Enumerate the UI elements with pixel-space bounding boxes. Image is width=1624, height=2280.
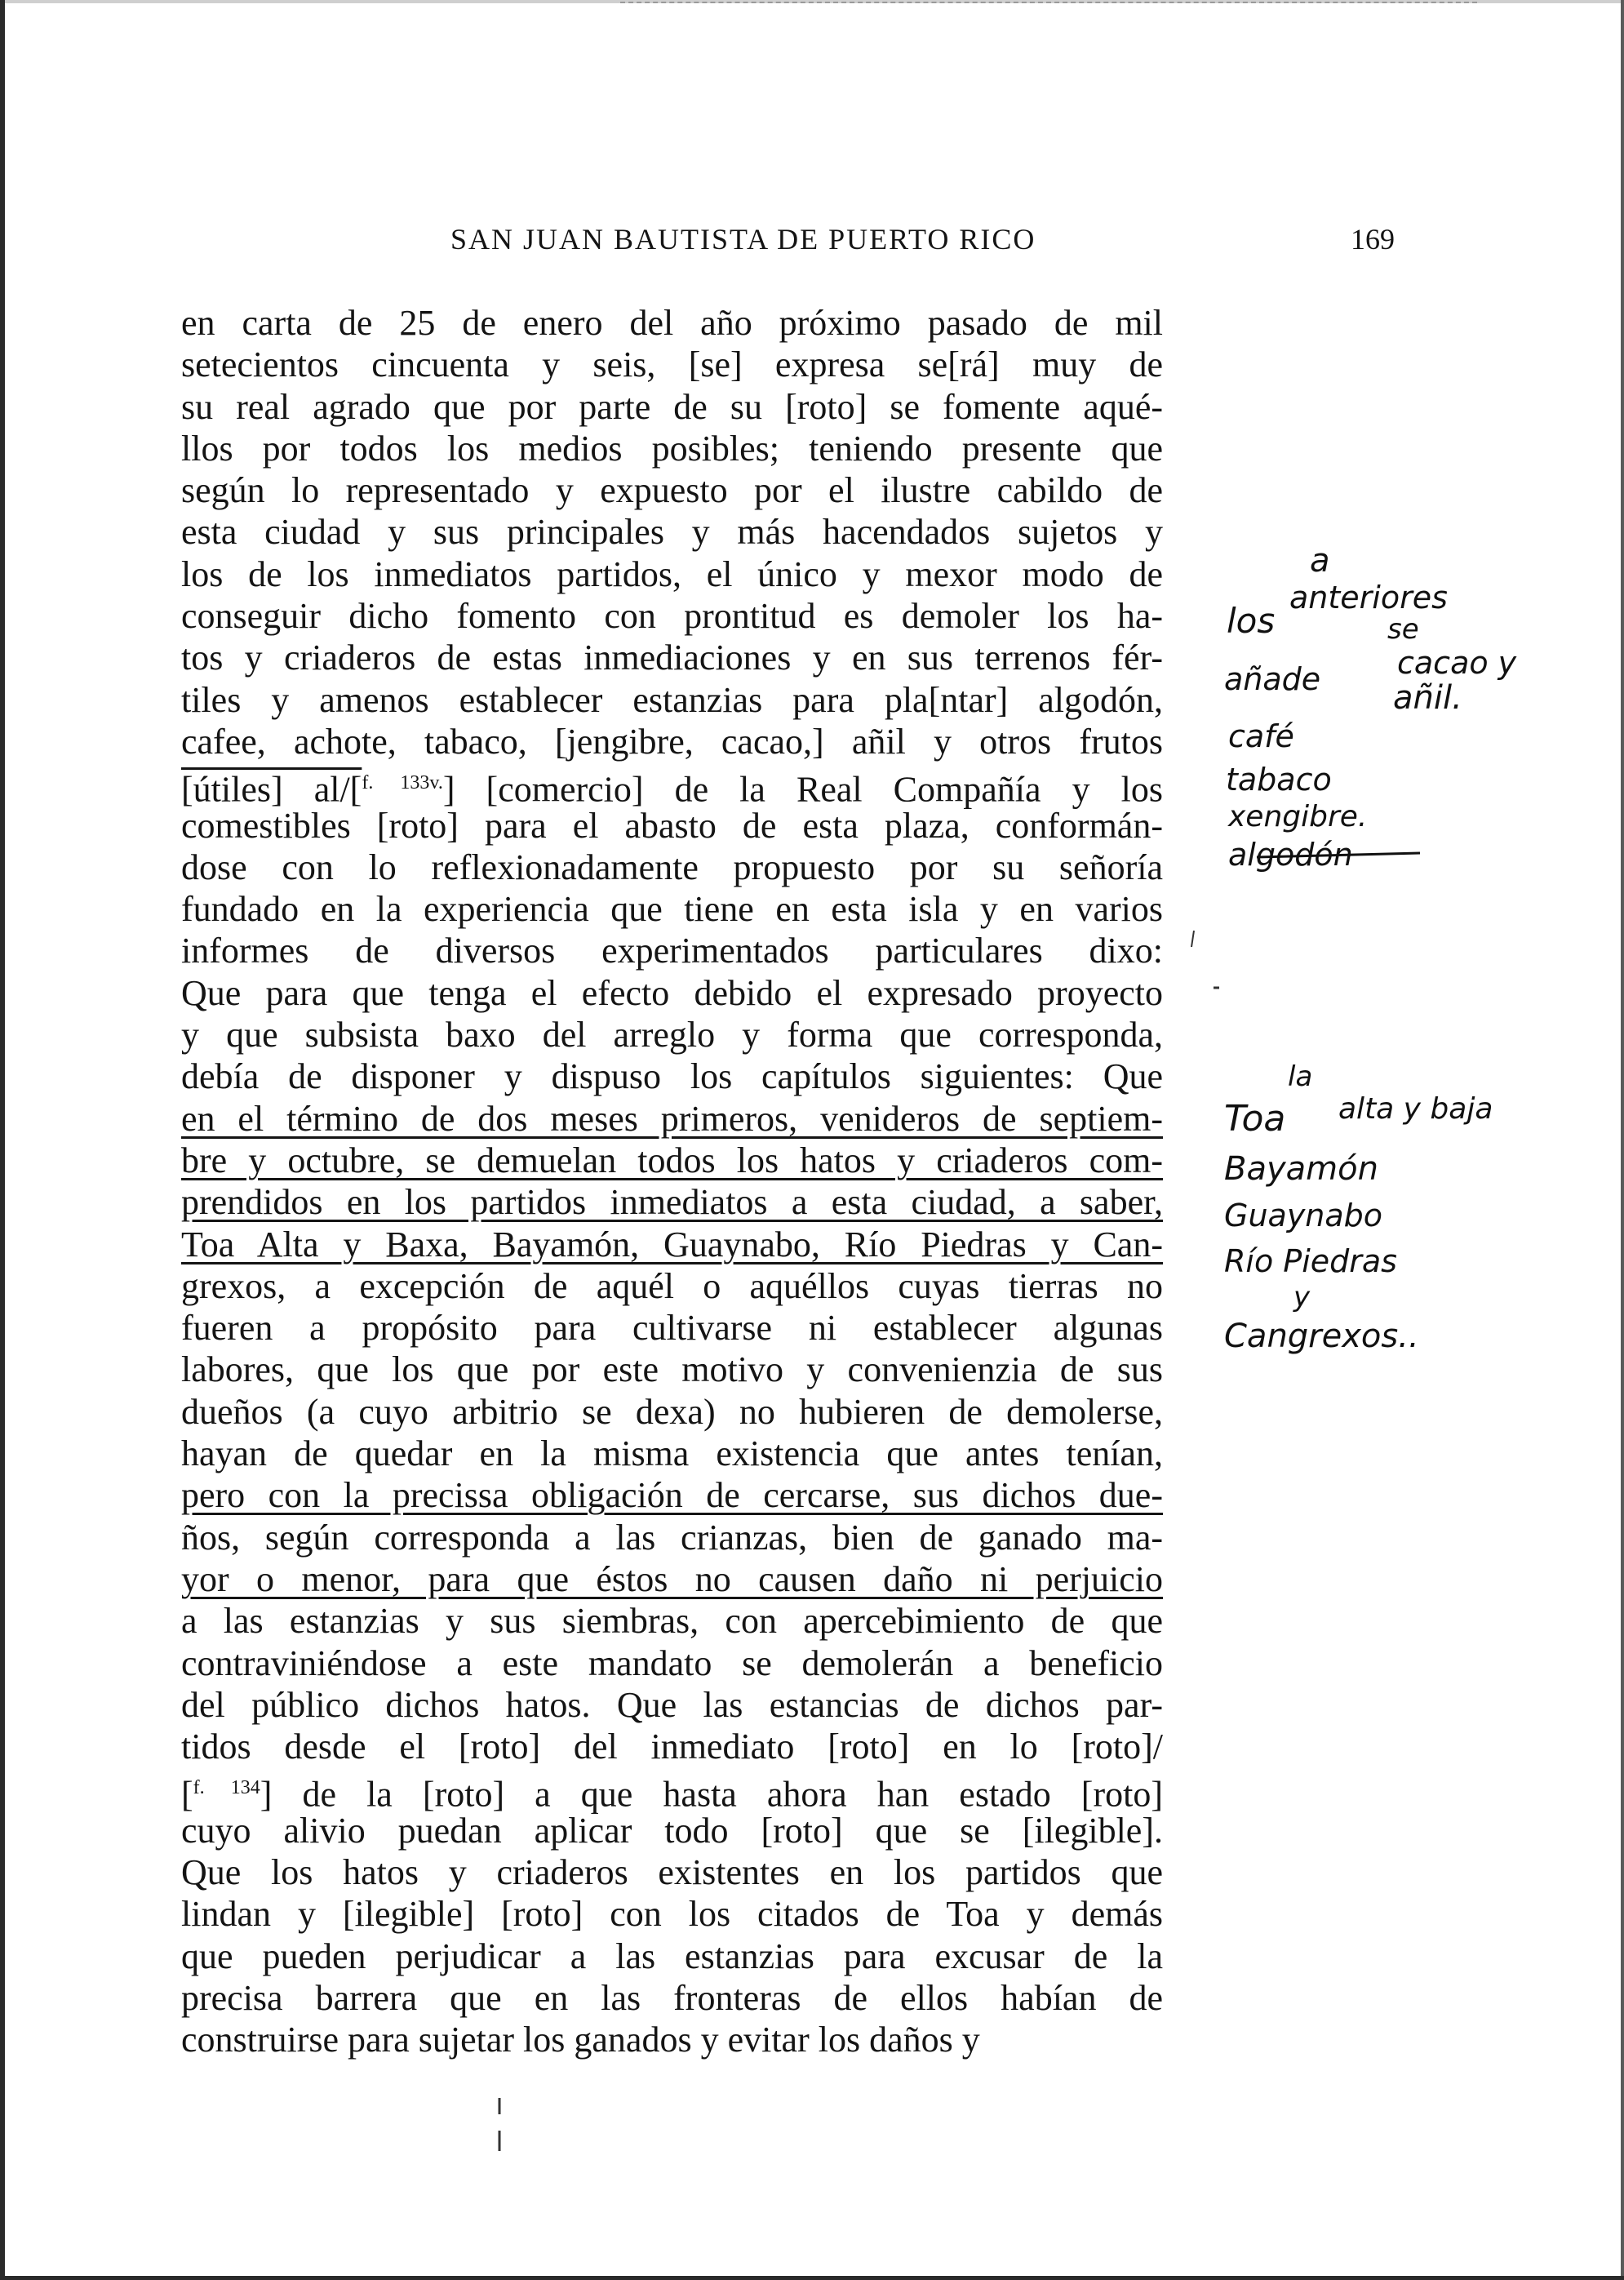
text-line: en carta de 25 de enero del año próximo pasado de mil [181,303,1163,343]
text-line: Que para que tenga el efecto debido el expresado proyecto [181,972,1163,1013]
text-line-with-folio [181,1767,1163,1816]
scan-bottom-edge [0,2276,1624,2280]
handwritten-word: se [1387,613,1419,646]
handwritten-word: añade [1224,661,1321,697]
text-line: contraviniéndose a este mandato se demolerán a beneficio [181,1642,1163,1683]
text-line: según lo representado y expuesto por el ilustre cabildo de [181,470,1163,511]
text-line-underlined: prendidos en los partidos inmediatos a esta ciudad, a saber, [181,1182,1163,1223]
scan-top-artifact [620,2,1477,5]
text-line: lindan y [ilegible] [roto] con los citados de Toa y demás [181,1894,1163,1935]
text-line: labores, que los que por este motivo y convenienzia de sus [181,1349,1163,1390]
handwritten-word: a [1310,542,1330,580]
handwritten-word: algodón [1228,837,1353,873]
text-line: tidos desde el [roto] del inmediato [roto] en lo [roto]/ [181,1727,1163,1767]
handwritten-word: cacao y [1397,645,1517,681]
handwritten-word: Cangrexos.. [1224,1318,1419,1355]
text-line: grexos, a excepción de aquél o aquéllos cuyas tierras no [181,1265,1163,1306]
text-line: que pueden perjudicar a las estanzias para excusar de la [181,1936,1163,1976]
text-segment: [útiles] al/[ [181,769,362,810]
text-line-underlined: Toa Alta y Baxa, Bayamón, Guaynabo, Río Piedras y Can- [181,1224,1163,1264]
text-line-underlined: pero con la precissa obligación de cercarse, sus dichos due- [181,1475,1163,1516]
handwritten-word: y [1293,1281,1311,1313]
handwritten-word: tabaco [1226,762,1332,798]
text-line-with-folio [181,762,1164,810]
text-line: tiles y amenos establecer estanzias para pla[ntar] algodón, [181,679,1163,720]
text-line: setecientos cincuenta y seis, [se] expresa se[rá] muy de [181,344,1163,385]
text-segment: [ [181,1775,193,1816]
text-line: fueren a propósito para cultivarse ni establecer algunas [181,1308,1163,1349]
text-line: dose con lo reflexionadamente propuesto por su señoría [181,847,1163,887]
handwritten-word: anteriores [1289,580,1448,616]
text-line: dueños (a cuyo arbitrio se dexa) no hubieren de demolerse, [181,1391,1163,1432]
handwritten-word: Guaynabo [1224,1198,1383,1233]
handwritten-word: los [1227,601,1276,641]
handwritten-word: Bayamón [1224,1150,1378,1188]
page-number: 169 [1351,223,1395,256]
handwritten-word: añil. [1393,679,1462,717]
handwritten-word: xengibre. [1228,800,1368,833]
text-line: Que los hatos y criaderos existentes en los partidos que [181,1851,1163,1892]
text-line: precisa barrera que en las fronteras de ellos habían de [181,1977,1163,2018]
text-line: del público dichos hatos. Que las estancias de dichos par- [181,1684,1163,1725]
text-line: los de los inmediatos partidos, el único y mexor modo de [181,553,1163,594]
margin-note-places [1224,1060,1493,1355]
body-text [181,302,1163,2060]
stray-mark [1191,931,1194,947]
text-segment: ] [comercio] de la Real Compañía y los [442,769,1164,810]
text-line: conseguir dicho fomento con prontitud es demoler los ha- [181,596,1163,637]
handwritten-word: café [1228,718,1294,754]
text-line: tos y criaderos de estas inmediaciones y en sus terrenos fér- [181,638,1163,678]
handwritten-word: Río Piedras [1224,1243,1397,1279]
text-line-underlined: en el término de dos meses primeros, venideros de septiem- [181,1098,1163,1139]
text-line: llos por todos los medios posibles; teniendo presente que [181,428,1163,469]
text-line: fundado en la experiencia que tiene en esta isla y en varios [181,889,1163,930]
text-line: hayan de quedar en la misma existencia que antes tenían, [181,1433,1163,1474]
text-line-underlined: yor o menor, para que éstos no causen daño ni perjuicio [181,1558,1163,1599]
handwritten-word: Toa [1224,1098,1286,1140]
text-line: cuyo alivio puedan aplicar todo [roto] que se [ilegible]. [181,1810,1163,1851]
text-segment: ] de la [roto] a que hasta ahora han estado [roto] [260,1775,1163,1816]
scan-left-edge [0,0,5,2280]
text-line: ños, según corresponda a las crianzas, bien de ganado ma- [181,1517,1163,1558]
text-line: informes de diversos experimentados particulares dixo: [181,931,1163,971]
text-line: esta ciudad y sus principales y más hacendados sujetos y [181,512,1163,553]
pen-stroke [1257,853,1420,857]
handwritten-word: alta y baja [1338,1092,1493,1126]
text-line: y que subsista baxo del arreglo y forma que corresponda, [181,1015,1163,1056]
text-line-underlined: cafee, achote, tabaco, [jengibre, cacao,] añil y otros frutos [181,721,1163,762]
folio-marker: f. 133v. [362,772,443,794]
running-head: SAN JUAN BAUTISTA DE PUERTO RICO [450,223,1036,256]
text-line: comestibles [roto] para el abasto de esta plaza, conformán- [181,805,1163,846]
folio-marker: f. 134 [193,1777,260,1799]
text-line: a las estanzias y sus siembras, con apercebimiento de que [181,1601,1163,1642]
text-line: construirse para sujetar los ganados y evitar los daños y [181,2020,980,2060]
handwritten-word: la [1288,1060,1313,1093]
margin-note-crops [1224,542,1517,873]
text-line: su real agrado que por parte de su [roto] se fomente aqué- [181,386,1163,427]
text-line: debía de disponer y dispuso los capítulos siguientes: Que [181,1056,1163,1097]
text-line-underlined: bre y octubre, se demuelan todos los hatos y criaderos com- [181,1140,1163,1180]
scan-right-edge [1621,0,1624,2280]
